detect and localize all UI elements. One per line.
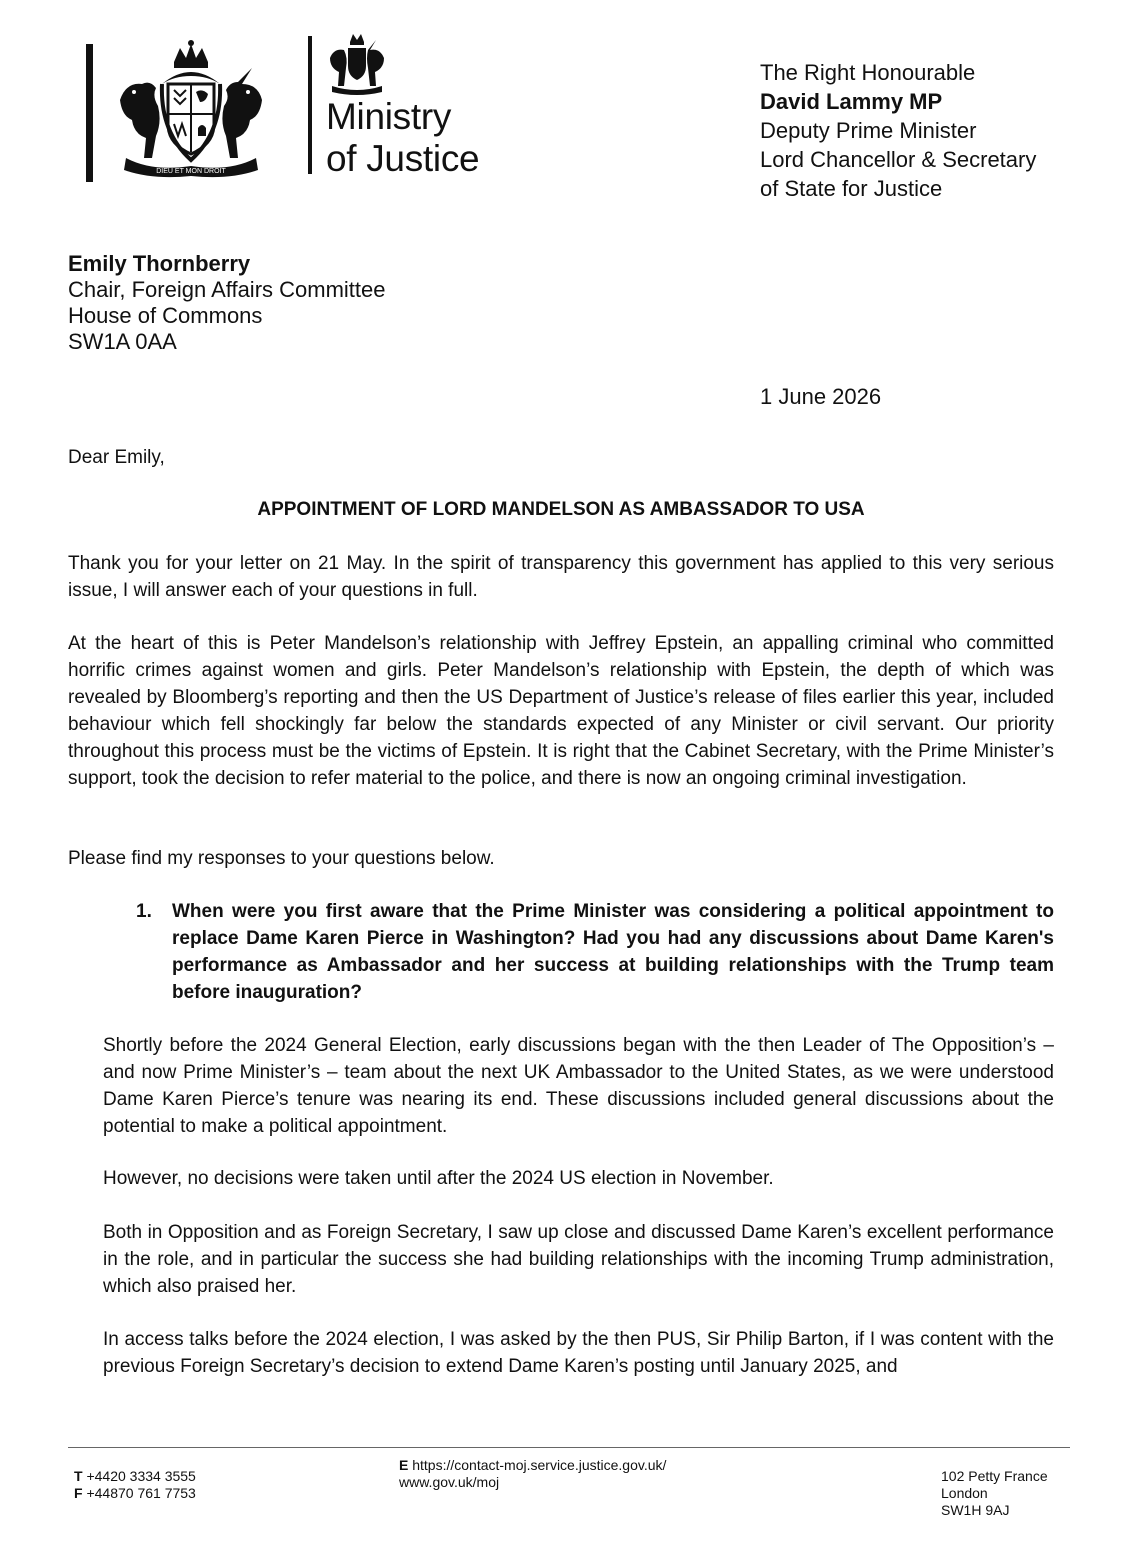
footer-divider (68, 1447, 1070, 1448)
letter-date: 1 June 2026 (760, 384, 882, 409)
sender-block (760, 58, 1036, 203)
telephone-number: +4420 3334 3555 (86, 1468, 196, 1484)
body-paragraph: Please find my responses to your questions below. (68, 848, 495, 869)
footer-phone-block (74, 1468, 196, 1502)
fax-label: F (74, 1485, 83, 1501)
royal-coat-of-arms (112, 40, 270, 180)
footer-contact-block (399, 1457, 666, 1491)
sender-role: Deputy Prime Minister (760, 118, 977, 143)
sender-honorific: The Right Honourable (760, 60, 976, 85)
footer-address-block (941, 1468, 1048, 1519)
answer-paragraph: Both in Opposition and as Foreign Secretary, I saw up close and discussed Dame Karen’s excellent performance in the role, and in particular the success she had building relationships with the incoming Trump administration, which also praised her. (103, 1222, 1054, 1297)
royal-crest-icon (112, 40, 270, 180)
small-crest (326, 32, 388, 96)
website-link[interactable]: www.gov.uk/moj (399, 1474, 500, 1490)
sender-role: of State for Justice (760, 176, 943, 201)
answer-paragraph: However, no decisions were taken until after the 2024 US election in November. (103, 1168, 774, 1189)
recipient-address-line: Chair, Foreign Affairs Committee (68, 277, 386, 302)
letterhead-rule-middle (308, 36, 312, 174)
sender-role: Lord Chancellor & Secretary (760, 147, 1037, 172)
letterhead-rule-left (86, 44, 93, 182)
email-label: E (399, 1457, 409, 1473)
address-line: 102 Petty France (941, 1468, 1048, 1484)
recipient-address-line: SW1A 0AA (68, 329, 177, 354)
body-paragraph: At the heart of this is Peter Mandelson’s relationship with Jeffrey Epstein, an appalling criminal who committed horrific crimes against women and girls. Peter Mandelson’s relationship with Epstein, the depth of which was revealed by Bloomberg’s reporting and then the US Department of Justice’s release of files earlier this year, included behaviour which fell shockingly far below the standards expected of any Minister or civil servant. Our priority throughout this process must be the victims of Epstein. It is right that the Cabinet Secretary, with the Prime Minister’s support, took the decision to refer material to the police, and there is now an ongoing criminal investigation. (68, 633, 1054, 789)
answer-paragraph: In access talks before the 2024 election, I was asked by the then PUS, Sir Philip Barton, if I was content with the previous Foreign Secretary’s decision to extend Dame Karen’s posting until January 2025, and (103, 1329, 1054, 1377)
crest-motto: DIEU ET MON DROIT (156, 168, 226, 175)
recipient-name: Emily Thornberry (68, 251, 251, 276)
ministry-name-line2: of Justice (326, 138, 480, 179)
question-text: When were you first aware that the Prime Minister was considering a political appointment to replace Dame Karen Pierce in Washington? Had you had any discussions about Dame Karen's performance as Ambassador and her success at building relationships with the Trump team before inauguration? (172, 901, 1054, 1003)
address-line: SW1H 9AJ (941, 1502, 1010, 1518)
salutation: Dear Emily, (68, 447, 165, 468)
letter-heading: APPOINTMENT OF LORD MANDELSON AS AMBASSADOR TO USA (257, 499, 865, 520)
ministry-name-line1: Ministry (326, 96, 452, 137)
recipient-address-line: House of Commons (68, 303, 263, 328)
body-paragraph: Thank you for your letter on 21 May. In the spirit of transparency this government has applied to this very serious issue, I will answer each of your questions in full. (68, 553, 1054, 601)
question-number: 1. (136, 901, 152, 922)
recipient-block (68, 251, 386, 355)
contact-url-link[interactable]: https://contact-moj.service.justice.gov.uk/ (412, 1457, 667, 1473)
telephone-label: T (74, 1468, 83, 1484)
fax-number: +44870 761 7753 (86, 1485, 196, 1501)
answer-paragraph: Shortly before the 2024 General Election, early discussions began with the then Leader of The Opposition’s – and now Prime Minister’s – team about the next UK Ambassador to the United States, as we were understood Dame Karen Pierce’s tenure was nearing its end. These discussions included general discussions about the potential to make a political appointment. (103, 1035, 1054, 1137)
small-crest-icon (326, 32, 388, 96)
address-line: London (941, 1485, 988, 1501)
sender-name: David Lammy MP (760, 89, 943, 114)
